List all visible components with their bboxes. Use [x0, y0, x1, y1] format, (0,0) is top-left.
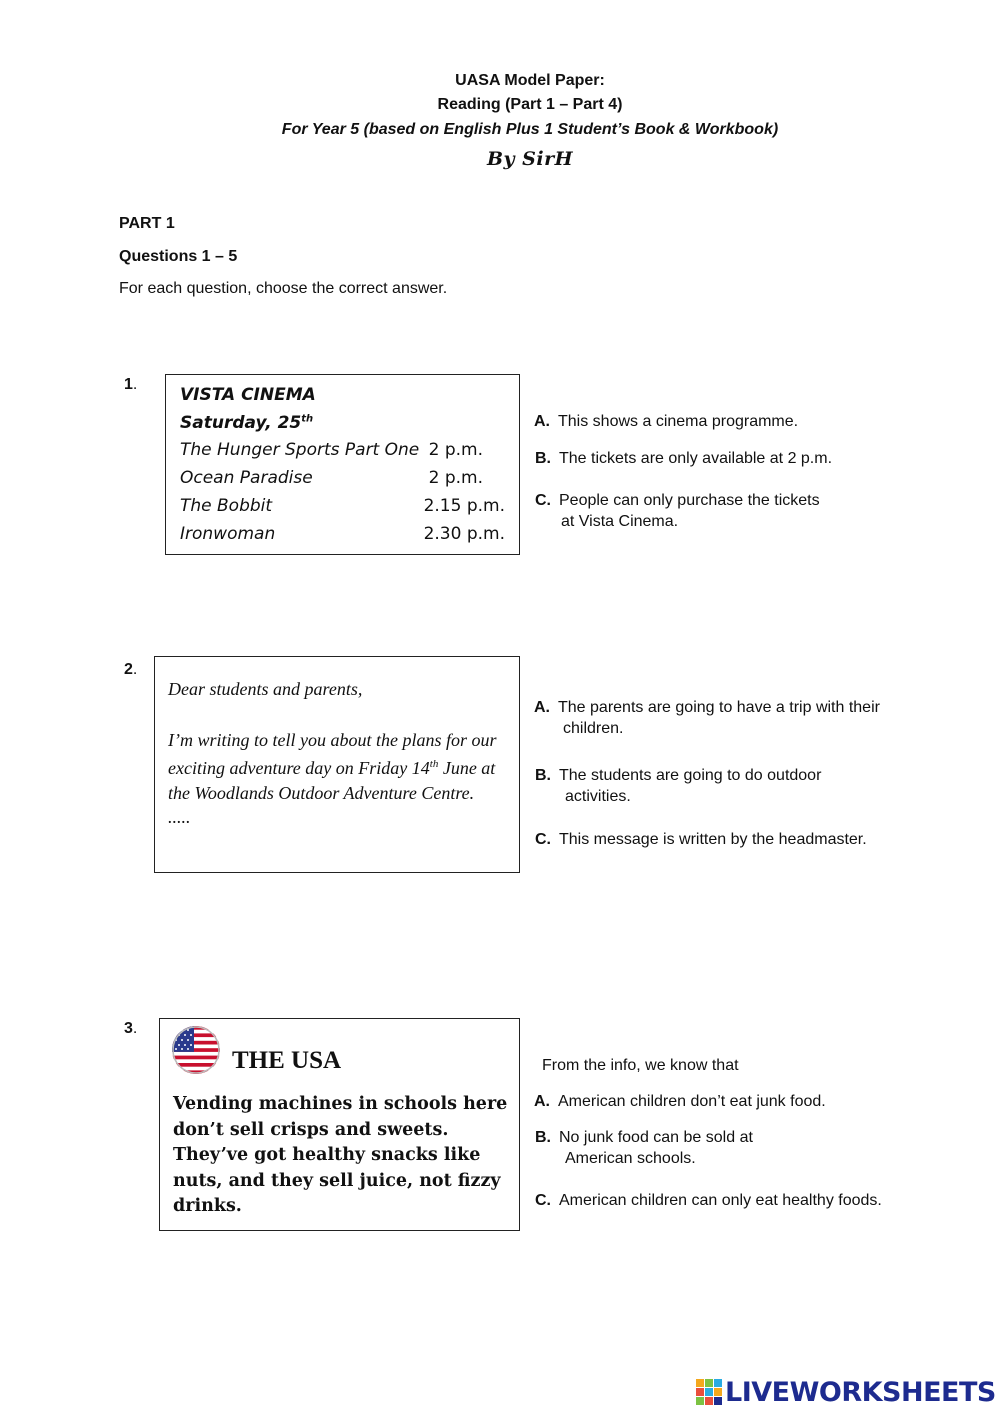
questions-range: Questions 1 – 5 [119, 248, 238, 265]
q3-option-c[interactable]: C. American children can only eat healthy foods. [535, 1192, 882, 1209]
film-name: The Bobbit [180, 496, 273, 516]
letter-box [154, 656, 520, 873]
paper-subtitle: Reading (Part 1 – Part 4) [437, 96, 623, 113]
q2-option-b[interactable]: B. The students are going to do outdoor activities. [535, 767, 822, 805]
film-row [180, 440, 505, 464]
q1-option-b[interactable]: B. The tickets are only available at 2 p.m. [535, 450, 833, 467]
letter-body: I’m writing to tell you about the plans for our exciting adventure day on Friday 14th June at the Woodlands Outdoor Adventure Centre. [168, 729, 497, 803]
film-row [180, 524, 505, 548]
usa-flag-icon [172, 1026, 220, 1074]
paper-year-line: For Year 5 (based on English Plus 1 Student’s Book & Workbook) [281, 121, 779, 138]
question-number-2: 2. [124, 661, 138, 678]
usa-info-card [159, 1018, 520, 1231]
part-label: PART 1 [119, 215, 175, 232]
paper-author: By SirH [486, 148, 574, 170]
q3-option-a[interactable]: A. American children don’t eat junk food. [534, 1093, 826, 1110]
usa-title: THE USA [232, 1047, 342, 1074]
question-number-1: 1. [124, 376, 138, 393]
liveworksheets-logo-icon [696, 1379, 722, 1405]
q2-option-a[interactable]: A. The parents are going to have a trip with their children. [534, 699, 880, 737]
q2-option-c[interactable]: C. This message is written by the headmaster. [535, 831, 867, 848]
q3-intro: From the info, we know that [542, 1057, 739, 1074]
letter-ellipsis: ..... [168, 807, 191, 827]
cinema-date: Saturday, 25th [180, 413, 314, 433]
film-time: 2 p.m. [428, 440, 483, 460]
film-row [180, 468, 505, 492]
question-number-3: 3. [124, 1020, 138, 1037]
film-name: Ocean Paradise [180, 468, 313, 488]
q3-option-b[interactable]: B. No junk food can be sold at American schools. [535, 1129, 753, 1167]
usa-body: Vending machines in schools here don’t sell crisps and sweets. They’ve got healthy snacks like nuts, and they sell juice, not fizzy drinks. [173, 1094, 508, 1216]
cinema-title: VISTA CINEMA [180, 385, 316, 405]
film-time: 2.30 p.m. [423, 524, 505, 544]
film-time: 2 p.m. [428, 468, 483, 488]
film-row [180, 496, 505, 520]
q1-option-a[interactable]: A. This shows a cinema programme. [534, 413, 799, 430]
film-name: The Hunger Sports Part One [180, 440, 420, 460]
instruction-text: For each question, choose the correct answer. [119, 280, 448, 297]
paper-title: UASA Model Paper: [455, 72, 605, 89]
liveworksheets-logo-text: LIVEWORKSHEETS [725, 1377, 996, 1408]
letter-greeting: Dear students and parents, [168, 679, 363, 699]
film-time: 2.15 p.m. [423, 496, 505, 516]
film-name: Ironwoman [180, 524, 276, 544]
q1-option-c[interactable]: C. People can only purchase the tickets at Vista Cinema. [535, 492, 820, 530]
cinema-notice [165, 374, 520, 555]
